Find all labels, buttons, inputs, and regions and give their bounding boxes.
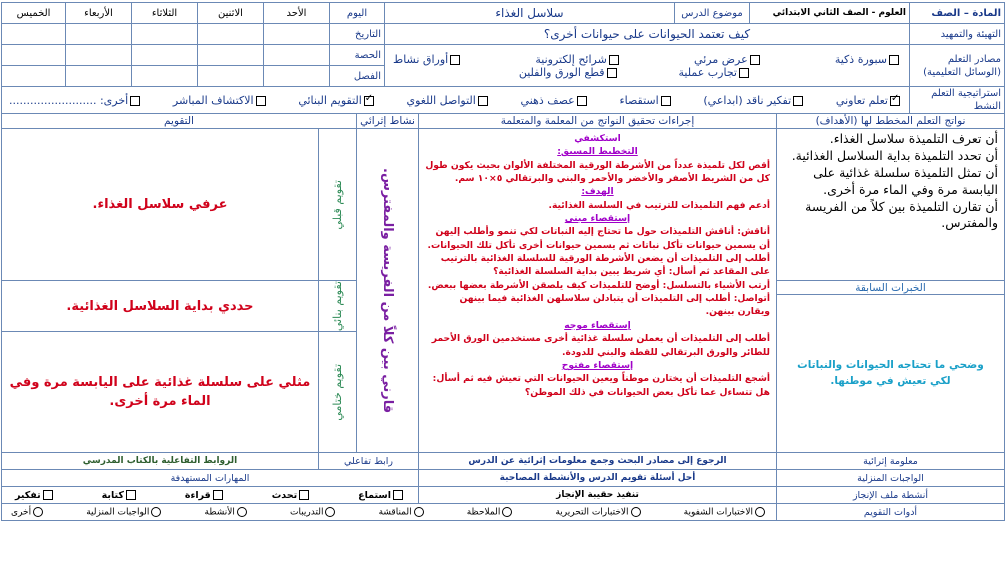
checkbox-icon — [43, 490, 53, 500]
checkbox-icon — [478, 96, 488, 106]
resources-list — [385, 45, 910, 87]
strategy-item-3[interactable]: استقصاء — [619, 94, 672, 107]
checkbox-checked-icon — [364, 96, 374, 106]
day-tue: الثلاثاء — [132, 3, 198, 24]
eval-text-3: مثلي على سلسلة غذائية على اليابسة مرة وفي الماء مرة أخرى. — [2, 332, 319, 453]
tool-item-1[interactable]: الاختبارات الشفوية — [684, 507, 767, 518]
radio-icon — [414, 507, 424, 517]
checkbox-icon — [213, 490, 223, 500]
bottom-table — [1, 452, 1005, 521]
proc-goal-title: الهدف: — [581, 186, 614, 198]
day-thu: الخميس — [2, 3, 66, 24]
period-cell-1 — [264, 45, 330, 66]
strategy-item-8[interactable]: أخرى: ......................... — [9, 94, 142, 107]
checkbox-icon — [450, 55, 460, 65]
main-table — [1, 113, 1005, 453]
resource-item-3[interactable]: شرائح إلكترونية — [535, 53, 620, 66]
checkbox-icon — [750, 55, 760, 65]
skill-item-3[interactable]: قراءة — [185, 490, 225, 501]
checkbox-icon — [739, 68, 749, 78]
radio-icon — [325, 507, 335, 517]
strategy-item-2[interactable]: تفكير ناقد (ابداعي) — [703, 94, 805, 107]
date-cell-1 — [264, 24, 330, 45]
class-cell-5 — [2, 66, 66, 87]
checkbox-icon — [126, 490, 136, 500]
subject-label: المادة – الصف — [910, 3, 1005, 24]
checkbox-checked-icon — [890, 96, 900, 106]
interactive-value[interactable]: الروابط التفاعلية بالكتاب المدرسي — [2, 453, 319, 470]
radio-icon — [33, 507, 43, 517]
checkbox-icon — [299, 490, 309, 500]
tool-item-5[interactable]: التدريبات — [290, 507, 337, 518]
evaluation-header: التقويم — [2, 114, 357, 129]
strategy-item-4[interactable]: عصف ذهني — [521, 94, 589, 107]
outcomes-header: نواتج التعلم المخطط لها (الأهداف) — [777, 114, 1005, 129]
resource-item-4[interactable]: أوراق نشاط — [393, 53, 462, 66]
resource-item-1[interactable]: سبورة ذكية — [835, 53, 901, 66]
radio-icon — [755, 507, 765, 517]
day-mon: الاثنين — [198, 3, 264, 24]
radio-icon — [631, 507, 641, 517]
checkbox-icon — [793, 96, 803, 106]
skill-item-1[interactable]: استماع — [358, 490, 405, 501]
enrichment-header: نشاط إثرائي — [357, 114, 419, 129]
radio-icon — [502, 507, 512, 517]
resource-item-5[interactable]: تجارب عملية — [679, 66, 751, 79]
checkbox-icon — [661, 96, 671, 106]
subject-value: العلوم - الصف الثاني الابتدائي — [750, 3, 910, 24]
skill-item-4[interactable]: كتابة — [102, 490, 138, 501]
period-label: الحصة — [330, 45, 385, 66]
checkbox-icon — [393, 490, 403, 500]
resource-item-2[interactable]: عرض مرئي — [694, 53, 762, 66]
checkbox-icon — [607, 68, 617, 78]
period-cell-5 — [2, 45, 66, 66]
eval-text-2: حددي بداية السلاسل الغذائية. — [2, 281, 319, 332]
interactive-label: رابط تفاعلي — [319, 453, 419, 470]
proc-open: أشجع التلميذات أن يختارن موطناً ويعين الحيوانات التي تعيش فيه ثم أسأل: هل تتساءل عما تأكل بعض الحيوانات في ذلك الموطن؟ — [432, 373, 770, 398]
period-cell-3 — [132, 45, 198, 66]
enrich-info-label: معلومة إثرائية — [777, 453, 1005, 470]
date-cell-5 — [2, 24, 66, 45]
date-label: التاريخ — [330, 24, 385, 45]
topic-value: سلاسل الغذاء — [385, 3, 675, 24]
outcomes-cell — [777, 129, 1005, 281]
skills-label: المهارات المستهدفة — [2, 470, 419, 487]
resources-label: مصادر التعلم (الوسائل التعليمية) — [910, 45, 1005, 87]
proc-goal: أدعم فهم التلميذات للترتيب في السلسة الغذائية. — [548, 199, 770, 211]
proc-explore: استكشفي — [574, 133, 621, 144]
proc-open-title: إستقصاء مفتوح — [561, 359, 634, 371]
prior-text: وضحي ما تحتاجه الحيوانات والنباتات لكي تعيش في موطنها. — [777, 295, 1005, 453]
proc-planning: أقص لكل تلميذة عدداً من الأشرطة الورقية المختلفة الألوان بحيث يكون طول كل من الشريط الأصفر والأخضر والأحمر والبني والبرتقالي ٥×١٠ سم. — [425, 159, 770, 185]
eval-type-3: تقويم ختامي — [319, 332, 357, 453]
period-cell-4 — [66, 45, 132, 66]
eval-type-2: تقويم بنائي — [319, 281, 357, 332]
period-cell-2 — [198, 45, 264, 66]
proc-arrange: أطلب إلى التلميذات أن يضعن الأشرطة الورقية للسلسلة الغذائية بالترتيب على المقاعد ثم أسأل: أي شريط يبين بداية السلسلة الغذائية؟ — [440, 253, 770, 278]
skill-item-2[interactable]: تحدث — [272, 490, 311, 501]
enrichment-text: قارني بين كلاً من الفريسة والمفترس. — [380, 168, 395, 414]
outcome-3: أن تمثل التلميذة سلسلة غذائية على اليابسة مرة وفي الماء مرة أخرى. — [813, 164, 998, 197]
tool-item-8[interactable]: أخرى — [11, 507, 45, 518]
resource-item-6[interactable]: قطع الورق والفلين — [519, 66, 619, 79]
checkbox-icon — [577, 96, 587, 106]
enrich-info-value: الرجوع إلى مصادر البحث وجمع معلومات إثرائية عن الدرس — [419, 453, 777, 470]
radio-icon — [237, 507, 247, 517]
checkbox-icon — [256, 96, 266, 106]
procedures-cell — [419, 129, 777, 453]
proc-planning-title: التخطيط المسبق: — [557, 146, 638, 158]
tool-item-6[interactable]: الأنشطة — [205, 507, 249, 518]
portfolio-value: تنفيذ حقيبة الإنجاز — [419, 487, 777, 504]
tools-label: أدوات التقويم — [777, 504, 1005, 521]
strategies-list — [2, 87, 910, 114]
outcome-2: أن تحدد التلميذة بداية السلاسل الغذائية. — [791, 147, 998, 163]
class-cell-1 — [264, 66, 330, 87]
class-cell-2 — [198, 66, 264, 87]
prior-label: الخبرات السابقة — [777, 281, 1005, 295]
tool-item-4[interactable]: المناقشة — [379, 507, 426, 518]
checkbox-icon — [130, 96, 140, 106]
proc-sequence: أرتب الأشياء بالتسلسل: أوضح للتلميذات كيف يلصقن الأشرطة بعضها ببعض. — [427, 279, 770, 291]
enrichment-cell — [357, 129, 419, 453]
strategy-item-5[interactable]: التواصل اللغوي — [407, 94, 490, 107]
header-table — [1, 2, 1005, 114]
date-cell-2 — [198, 24, 264, 45]
checkbox-icon — [889, 55, 899, 65]
eval-type-1: تقويم قبلي — [319, 129, 357, 281]
tool-item-7[interactable]: الواجبات المنزلية — [86, 507, 163, 518]
topic-label: موضوع الدرس — [675, 3, 750, 24]
proc-guided-title: إستقصاء موجه — [564, 319, 631, 331]
proc-structured-title: إستقصاء مبني — [564, 213, 631, 225]
date-cell-4 — [66, 24, 132, 45]
class-cell-4 — [66, 66, 132, 87]
radio-icon — [151, 507, 161, 517]
lesson-plan — [2, 2, 1005, 574]
procedures-header: إجراءات تحقيق النواتج من المعلمة والمتعلمة — [419, 114, 777, 129]
outcome-4: أن تقارن التلميذة بين كلاً من الفريسة والمفترس. — [805, 198, 998, 231]
homework-value: أحل أسئلة تقويم الدرس والأنشطة المصاحبة — [419, 470, 777, 487]
checkbox-icon — [609, 55, 619, 65]
strategy-item-6[interactable]: ✓التقويم البنائي — [298, 94, 375, 107]
intro-label: التهيئة والتمهيد — [910, 24, 1005, 45]
skill-item-5[interactable]: تفكير — [15, 490, 55, 501]
day-sun: الأحد — [264, 3, 330, 24]
strategy-item-1[interactable]: ✓تعلم تعاوني — [836, 94, 902, 107]
day-label: اليوم — [330, 3, 385, 24]
strategy-label: استراتيجية التعلم النشط — [910, 87, 1005, 114]
strategy-item-7[interactable]: الاكتشاف المباشر — [173, 94, 268, 107]
proc-discuss: أناقش: أناقش التلميذات حول ما تحتاج إليه النباتات لكي تنمو وأطلب إليهن أن يسمين حيوانات تأكل نباتات ثم يسمين حيوانات أخرى تأكل تلك الحيوانات. — [427, 226, 770, 251]
tool-item-3[interactable]: الملاحظة — [467, 507, 515, 518]
proc-communicate: أتواصل: أطلب إلى التلميذات أن يتبادلن سلاسلهن الغذائية فيما بينهن ويقارن بينهن. — [459, 293, 770, 318]
eval-text-1: عرفي سلاسل الغذاء. — [2, 129, 319, 281]
date-cell-3 — [132, 24, 198, 45]
portfolio-label: أنشطة ملف الإنجاز — [777, 487, 1005, 504]
class-cell-3 — [132, 66, 198, 87]
class-label: الفصل — [330, 66, 385, 87]
day-wed: الأربعاء — [66, 3, 132, 24]
tools-list — [2, 504, 777, 521]
outcome-1: أن تعرف التلميذة سلاسل الغذاء. — [829, 131, 998, 146]
tool-item-2[interactable]: الاختبارات التحريرية — [555, 507, 642, 518]
intro-value: كيف تعتمد الحيوانات على حيوانات أخرى؟ — [385, 24, 910, 45]
skills-list — [2, 487, 419, 504]
homework-label: الواجبات المنزلية — [777, 470, 1005, 487]
proc-guided: أطلب إلى التلميذات أن يعملن سلسلة غذائية أخرى مستخدمين الورق الأحمر للطائر والورق البرتقالي للقطة والبني للدودة. — [431, 333, 770, 358]
